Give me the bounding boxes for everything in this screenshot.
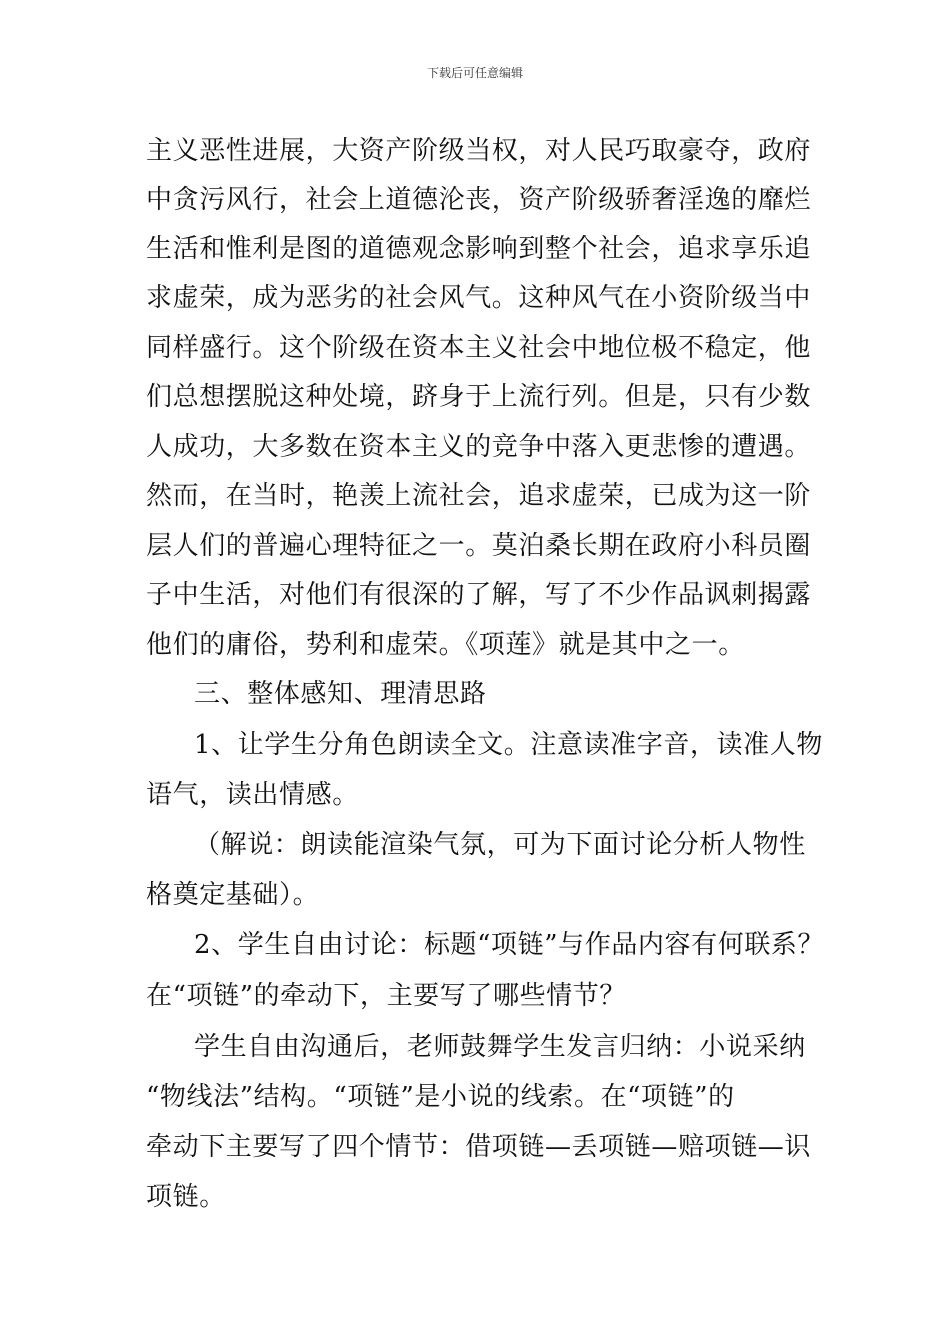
text-line: （解说：朗读能渲染气氛，可为下面讨论分析人物性 xyxy=(194,830,806,860)
text-line: 1、让学生分角色朗读全文。注意读准字音，读准人物 xyxy=(194,730,823,760)
text-line: 们总想摆脱这种处境，跻身于上流行列。但是，只有少数 xyxy=(146,382,812,412)
text-line: 然而，在当时，艳羡上流社会，追求虚荣，已成为这一阶 xyxy=(146,481,812,511)
text-line: 格奠定基础）。 xyxy=(146,880,320,910)
section-heading: 三、整体感知、理清思路 xyxy=(194,679,487,709)
text-line: 项链。 xyxy=(146,1182,226,1212)
text-line: 学生自由沟通后，老师鼓舞学生发言归纳：小说采纳 xyxy=(194,1032,806,1062)
text-line: 人成功，大多数在资本主义的竞争中落入更悲惨的遭遇。 xyxy=(146,432,812,462)
text-line: 同样盛行。这个阶级在资本主义社会中地位极不稳定，他 xyxy=(146,333,812,363)
text-line: 层人们的普遍心理特征之一。莫泊桑长期在政府小科员圈 xyxy=(146,531,812,561)
text-line: “物线法”结构。“项链”是小说的线索。在“项链”的 xyxy=(146,1082,735,1112)
text-line: 他们的庸俗，势利和虚荣。《项莲》就是其中之一。 xyxy=(146,630,745,660)
text-line: 语气，读出情感。 xyxy=(146,780,359,810)
text-line: 牵动下主要写了四个情节：借项链—丢项链—赔项链—识 xyxy=(146,1132,812,1162)
text-line: 中贪污风行，社会上道德沦丧，资产阶级骄奢淫逸的靡烂 xyxy=(146,185,812,215)
page-header: 下载后可任意编辑 xyxy=(426,66,523,80)
text-line: 生活和惟利是图的道德观念影响到整个社会，追求享乐追 xyxy=(146,234,812,264)
text-line: 2、学生自由讨论：标题“项链”与作品内容有何联系？ xyxy=(194,930,825,960)
text-line: 主义恶性进展，大资产阶级当权，对人民巧取豪夺，政府 xyxy=(146,136,812,166)
text-line: 求虚荣，成为恶劣的社会风气。这种风气在小资阶级当中 xyxy=(146,283,812,313)
text-line: 在“项链”的牵动下，主要写了哪些情节？ xyxy=(146,981,626,1011)
text-line: 子中生活，对他们有很深的了解，写了不少作品讽刺揭露 xyxy=(146,580,812,610)
